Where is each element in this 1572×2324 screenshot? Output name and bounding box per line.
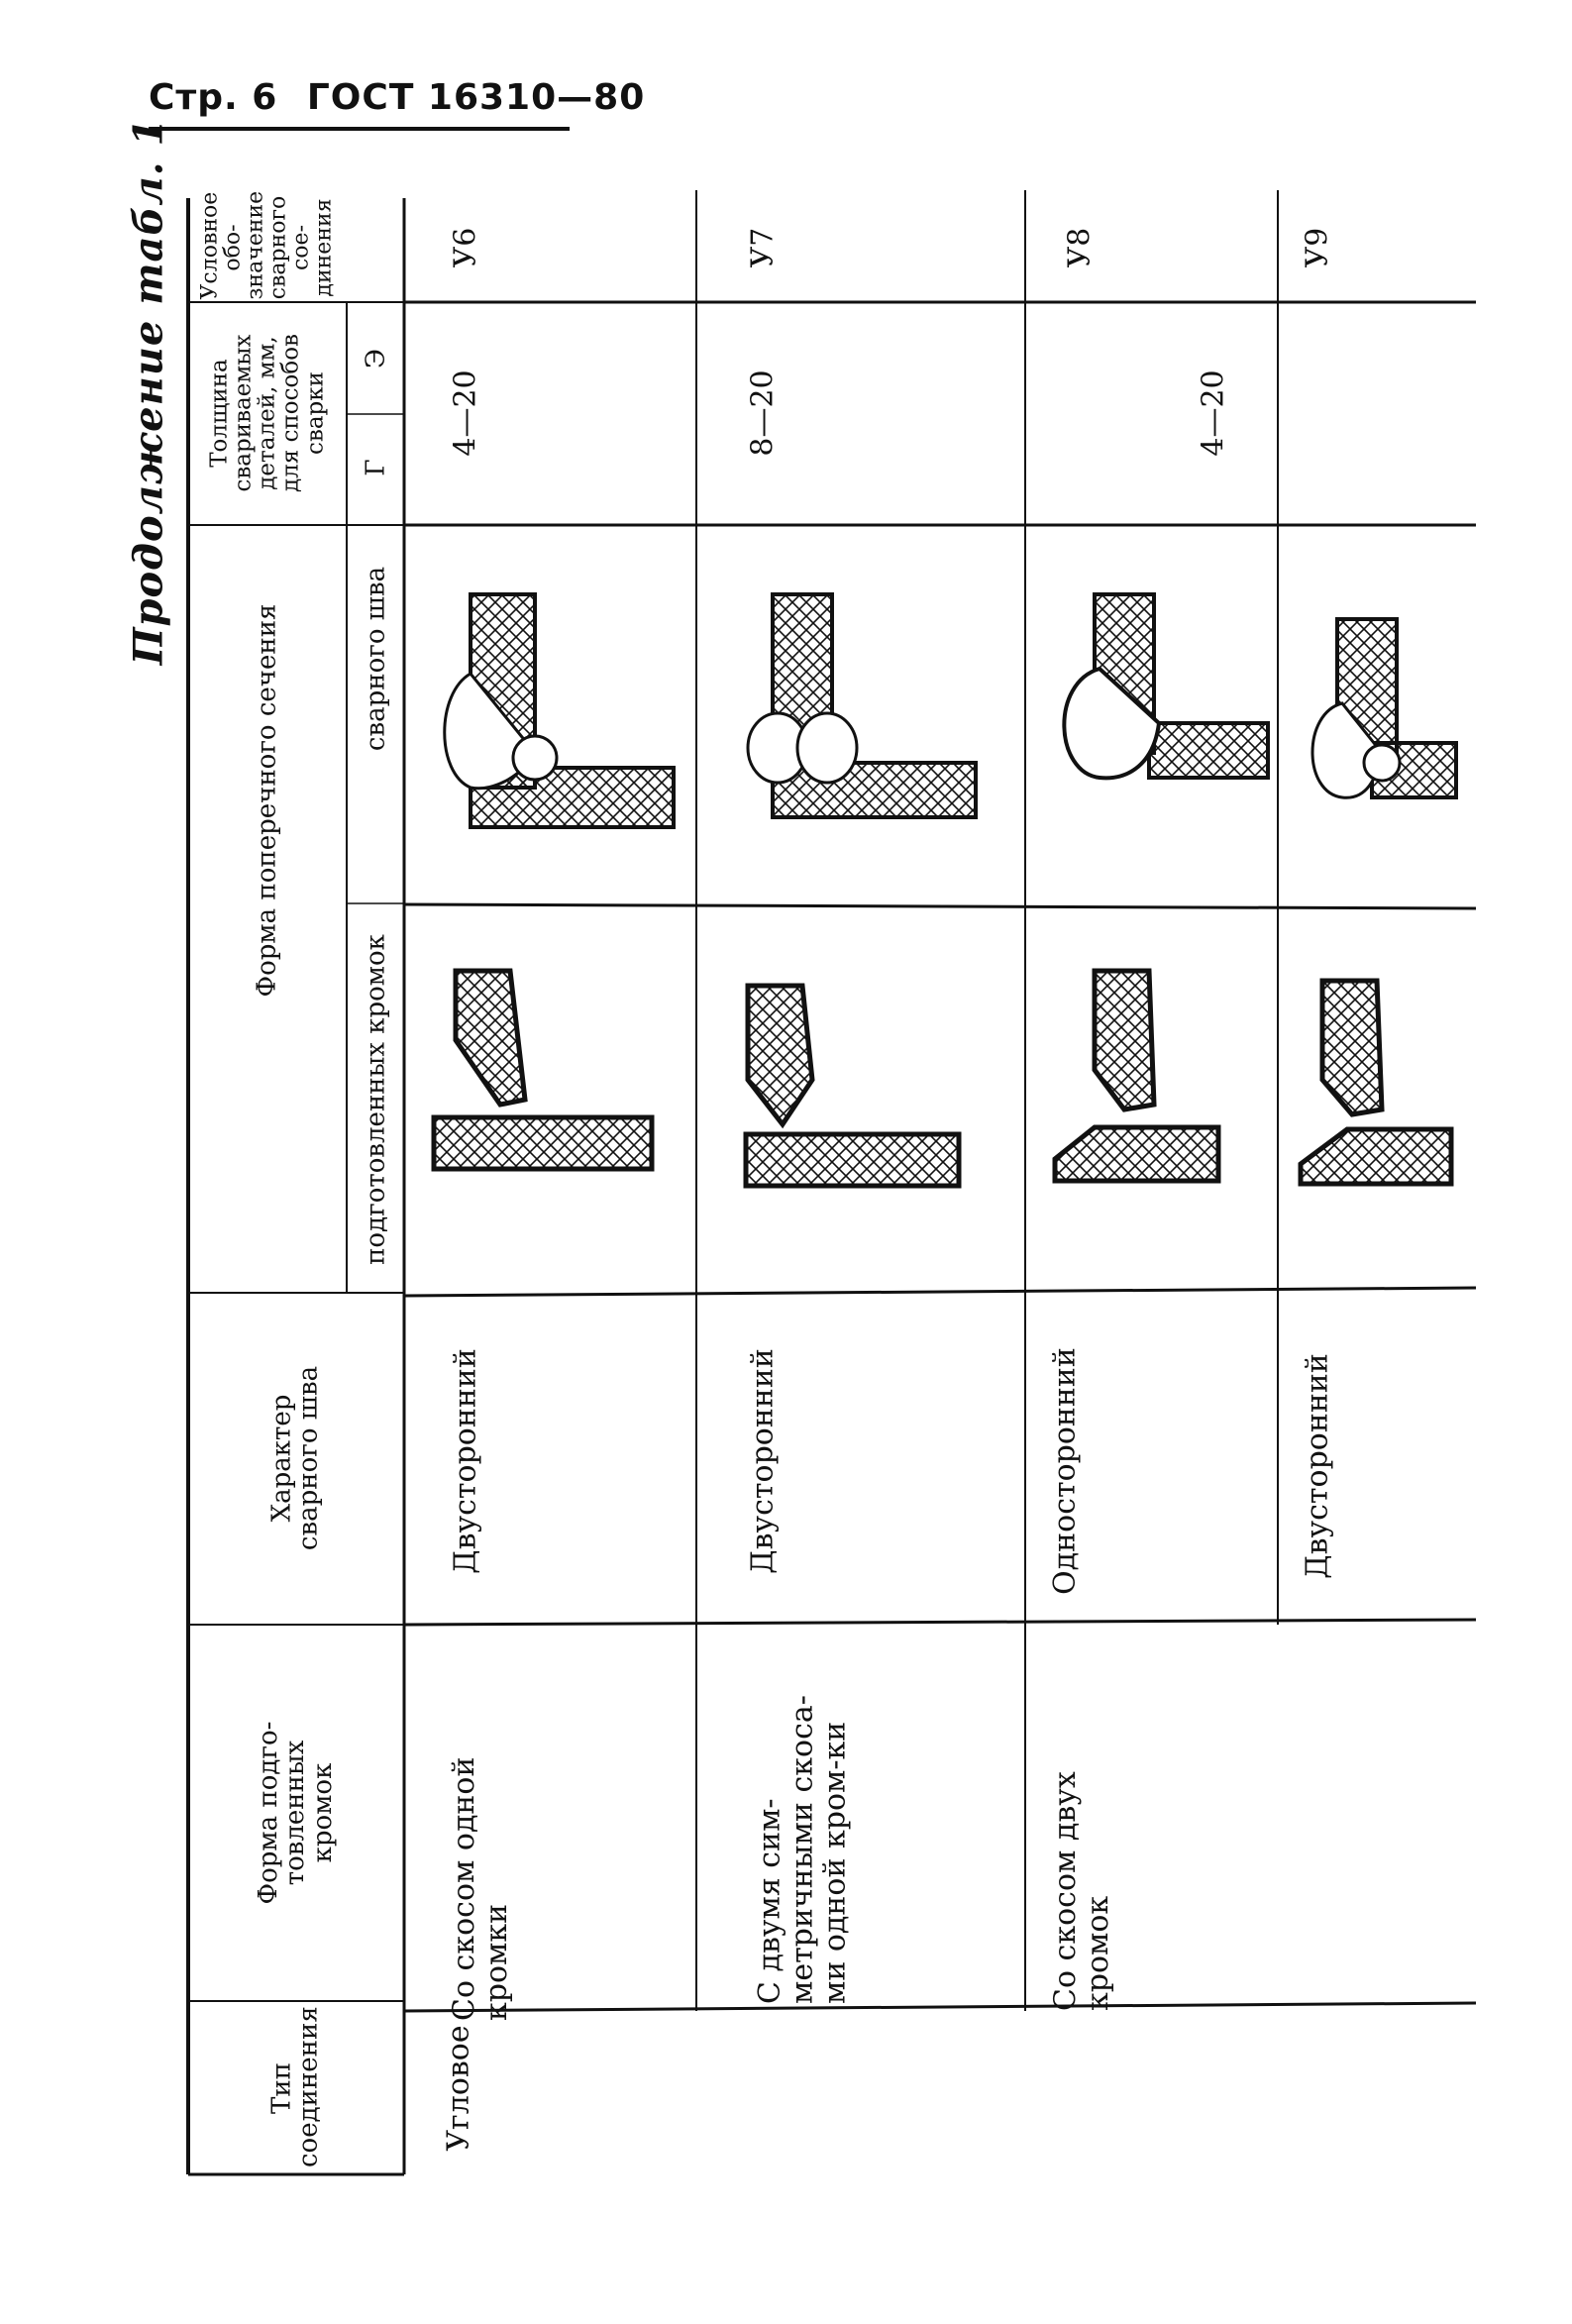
header-cross-section: Форма поперечного сечения: [252, 603, 282, 998]
row2-weld-nature: Двусторонний: [745, 1348, 781, 1574]
u6-prepared-edges-drawing: [426, 951, 683, 1209]
row3-weld-nature: Односторонний: [1047, 1347, 1083, 1595]
continuation-title: Продолжение табл. 1: [125, 117, 172, 666]
header-edge-prep: Форма подго-товленных кромок: [254, 1721, 338, 1905]
u9-weld-drawing: [1288, 594, 1466, 852]
u6-weld-drawing: [426, 575, 693, 862]
header-joint-type: Тип соединения: [266, 2006, 324, 2167]
header-cross-prepared: подготовленных кромок: [361, 934, 391, 1265]
u7-weld-drawing: [723, 575, 991, 862]
row2-designation: У7: [745, 227, 781, 268]
row3-thickness: 4—20: [1196, 370, 1231, 457]
row4-designation: У9: [1300, 227, 1335, 268]
standard-number: ГОСТ 16310—80: [306, 77, 646, 118]
row2-edge-prep: С двумя сим-метричными скоса-ми одной кром-ки: [752, 1695, 853, 2004]
row1-weld-nature: Двусторонний: [448, 1348, 483, 1574]
header-method-e: Э: [361, 349, 391, 369]
header-weld-nature: Характер сварного шва: [266, 1365, 324, 1551]
u8-weld-drawing: [1040, 575, 1288, 862]
joint-type-value: Угловое: [441, 2025, 476, 2152]
row3-designation: У8: [1062, 227, 1098, 268]
row1-designation: У6: [448, 227, 483, 268]
row4-weld-nature: Двусторонний: [1300, 1353, 1335, 1579]
row2-thickness: 8—20: [745, 370, 781, 457]
header-designation: Условное обо-значение сварного сое-динения: [197, 190, 338, 300]
u7-prepared-edges-drawing: [728, 961, 986, 1218]
u8-prepared-edges-drawing: [1045, 951, 1293, 1209]
row3-edge-prep: Со скосом двух кромок: [1048, 1771, 1115, 2011]
page-label: Стр. 6: [149, 77, 278, 118]
u9-prepared-edges-drawing: [1293, 951, 1471, 1209]
header-cross-weld: сварного шва: [361, 566, 391, 752]
row1-edge-prep: Со скосом одной кромки: [447, 1756, 514, 2021]
row1-thickness: 4—20: [448, 370, 483, 457]
header-method-g: Г: [361, 459, 391, 476]
header-thickness: Толщина свариваемых деталей, мм, для способов сварки: [206, 333, 329, 493]
